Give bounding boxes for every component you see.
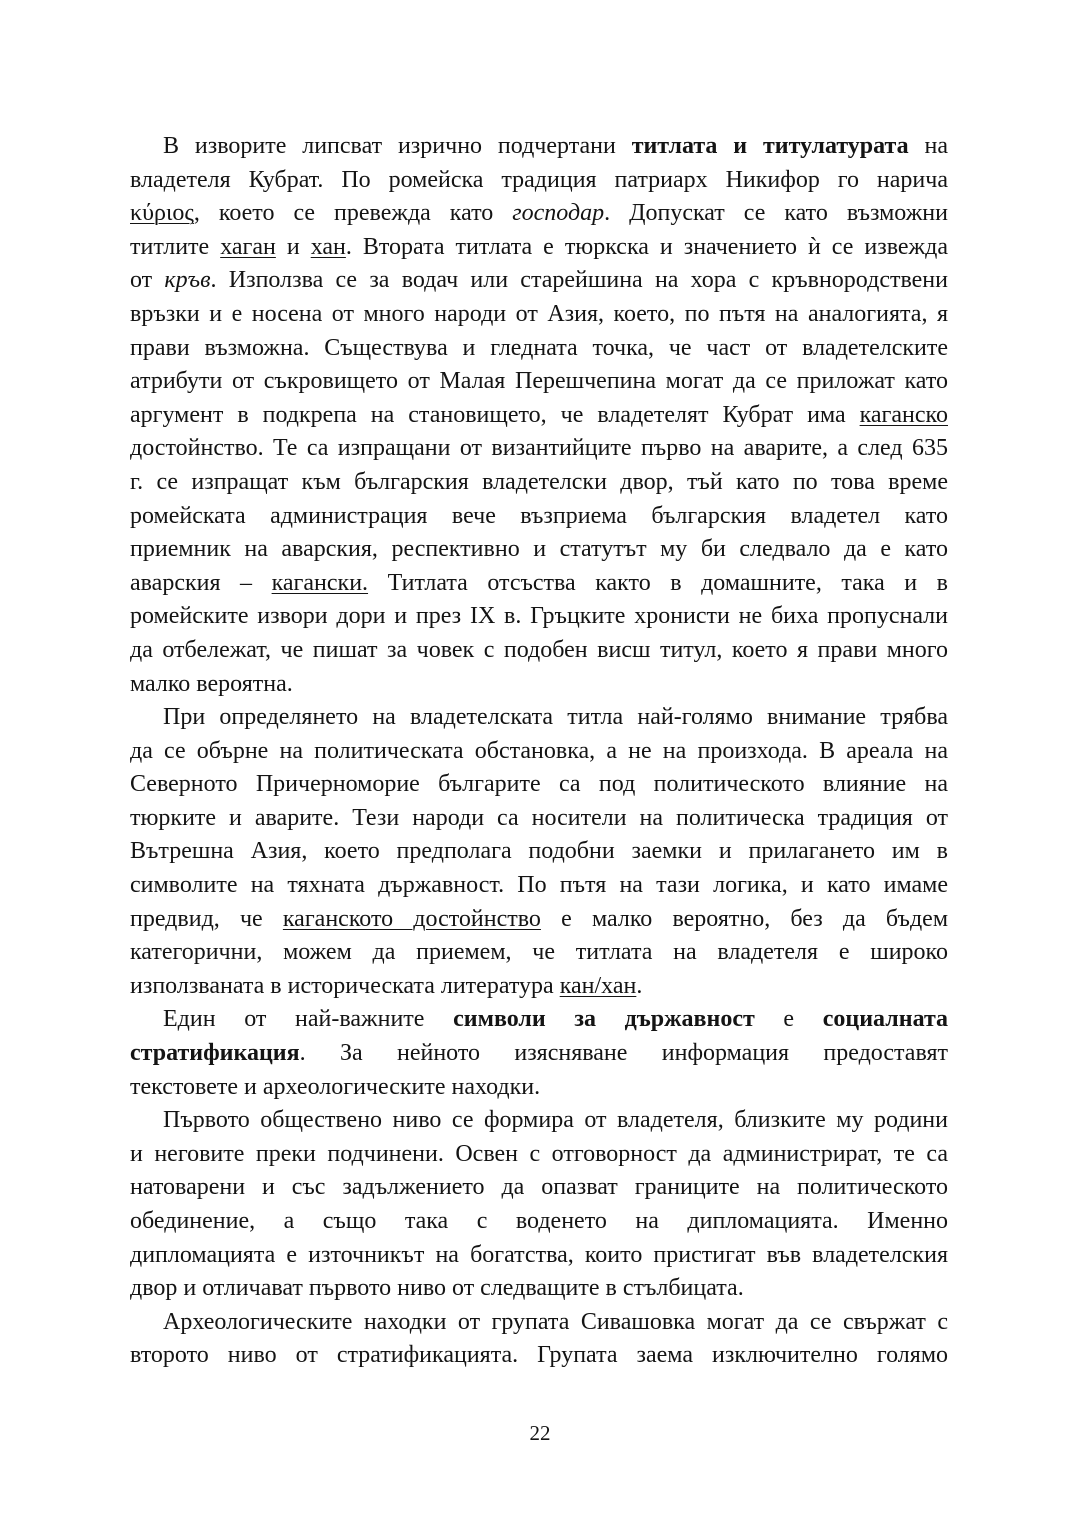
text-line bbox=[130, 1205, 948, 1239]
text-segment: , което се превежда като bbox=[193, 200, 513, 227]
text-segment: владетеля Кубрат. По ромейска традиция патриарх Никифор го нарича bbox=[130, 166, 948, 193]
paragraph bbox=[130, 701, 948, 1003]
text-segment: категорични, можем да приемем, че титлата на владетеля е широко bbox=[130, 939, 948, 966]
text-line bbox=[130, 600, 948, 634]
text-segment: Северното Причерноморие българите са под политическото влияние на bbox=[130, 771, 948, 798]
text-line bbox=[130, 869, 948, 903]
text-segment: дипломацията е източникът на богатства, които пристигат във владетелския bbox=[130, 1241, 948, 1268]
text-segment: символите на тяхната държавност. По пътя на тази логика, и като имаме bbox=[130, 872, 948, 899]
bold-text: титлата и титулатурата bbox=[631, 133, 909, 159]
text-segment: текстовете и археологическите находки. bbox=[130, 1073, 541, 1100]
text-segment: е малко вероятно, без да бъдем bbox=[540, 905, 949, 932]
text-segment: . Използва се за водач или старейшина на хора с кръвнородствени bbox=[210, 267, 948, 294]
text-segment: . Втората титлата е тюркска и значението ѝ се извежда bbox=[345, 233, 948, 260]
text-line bbox=[130, 264, 948, 298]
text-segment: достойнство. Те са изпращани от византийците първо на аварите, а след 635 bbox=[130, 435, 948, 462]
text-line bbox=[130, 835, 948, 869]
page-number: 22 bbox=[529, 1421, 551, 1445]
text-segment: от bbox=[130, 267, 165, 294]
text-line bbox=[130, 1037, 948, 1071]
text-line bbox=[130, 1003, 948, 1037]
text-segment: и bbox=[275, 233, 311, 260]
text-segment: да се обърне на политическата обстановка, а не на произхода. В ареала на bbox=[130, 737, 948, 764]
italic-text: господар bbox=[512, 200, 605, 227]
text-line bbox=[130, 500, 948, 534]
text-line bbox=[130, 1272, 948, 1306]
text-line bbox=[130, 936, 948, 970]
text-line bbox=[130, 1138, 948, 1172]
text-segment: тюрките и аварите. Тези народи са носители на политическа традиция от bbox=[130, 804, 948, 831]
text-line bbox=[130, 298, 948, 332]
text-segment: В изворите липсват изрично подчертани bbox=[163, 133, 632, 159]
text-line bbox=[130, 466, 948, 500]
text-segment: обединение, а също така с воденето на дипломацията. Именно bbox=[130, 1208, 948, 1234]
paragraph bbox=[130, 1306, 948, 1373]
text-line bbox=[130, 164, 948, 198]
bold-text: стратификация bbox=[130, 1040, 300, 1067]
text-line bbox=[130, 903, 948, 937]
text-segment: ромейските извори дори и през IX в. Гръцките хронисти не биха пропуснали bbox=[130, 603, 948, 630]
text-line bbox=[130, 399, 948, 433]
italic-text: кръв bbox=[164, 267, 211, 294]
text-line bbox=[130, 970, 948, 1004]
text-line bbox=[130, 533, 948, 567]
text-segment: . Допускат се като възможни bbox=[604, 200, 948, 227]
text-segment: аварския – bbox=[130, 569, 272, 596]
text-segment: Един от най-важните bbox=[163, 1006, 454, 1033]
text-segment: на bbox=[908, 133, 948, 159]
text-segment: е bbox=[754, 1006, 823, 1033]
text-segment: Вътрешна Азия, което предполага подобни заемки и прилагането им в bbox=[130, 838, 948, 865]
text-segment: малко вероятна. bbox=[130, 670, 293, 697]
text-segment: При определянето на владетелската титла най-голямо внимание трябва bbox=[163, 704, 948, 731]
paragraph bbox=[130, 1104, 948, 1306]
text-segment: да отбележат, че пишат за човек с подобен висш титул, което я прави много bbox=[130, 636, 948, 663]
text-line bbox=[130, 668, 948, 702]
text-line bbox=[130, 634, 948, 668]
text-line bbox=[130, 802, 948, 836]
underlined-text: кагански. bbox=[271, 569, 369, 596]
text-segment: прави възможна. Съществува и гледната точка, че част от владетелските bbox=[130, 334, 948, 361]
text-segment: Титлата отсъства както в домашните, така и в bbox=[368, 569, 949, 596]
text-segment: натоварени и със задължението да опазват границите на политическото bbox=[130, 1174, 948, 1201]
paragraph bbox=[130, 1003, 948, 1104]
underlined-text: хан bbox=[310, 233, 346, 260]
underlined-text: κύριος bbox=[130, 200, 194, 227]
text-line bbox=[130, 1171, 948, 1205]
text-line bbox=[130, 1071, 948, 1105]
text-segment: . За нейното изясняване информация предоставят bbox=[299, 1040, 948, 1067]
text-line bbox=[130, 1306, 948, 1340]
paragraph bbox=[130, 130, 948, 701]
text-line bbox=[130, 1239, 948, 1273]
text-line bbox=[130, 432, 948, 466]
text-line bbox=[130, 231, 948, 265]
text-line bbox=[130, 332, 948, 366]
text-line bbox=[130, 365, 948, 399]
text-segment: и неговите преки подчинени. Освен с отговорност да администрират, те са bbox=[130, 1140, 948, 1167]
text-segment: титлите bbox=[130, 233, 221, 260]
text-line bbox=[130, 701, 948, 735]
text-line bbox=[130, 197, 948, 231]
text-line bbox=[130, 567, 948, 601]
text-line bbox=[130, 1104, 948, 1138]
text-line bbox=[130, 735, 948, 769]
bold-text: символи за държавност bbox=[453, 1006, 755, 1033]
text-line bbox=[130, 768, 948, 802]
text-segment: приемник на аварския, респективно и статутът му би следвало да е като bbox=[130, 536, 948, 563]
text-segment: г. се изпращат към българския владетелски двор, тъй като по това време bbox=[130, 468, 948, 495]
text-segment: двор и отличават първото ниво от следващите в стълбицата. bbox=[130, 1275, 744, 1302]
underlined-text: хаган bbox=[220, 233, 276, 260]
bold-text: социалната bbox=[822, 1006, 949, 1033]
text-segment: второто ниво от стратификацията. Групата заема изключително голямо bbox=[130, 1342, 948, 1369]
text-segment: предвид, че bbox=[130, 905, 283, 932]
text-line bbox=[130, 130, 948, 164]
text-body bbox=[130, 130, 948, 1373]
underlined-text: каганско bbox=[859, 401, 948, 428]
text-segment: аргумент в подкрепа на становището, че владетелят Кубрат има bbox=[130, 401, 860, 428]
underlined-text: каганското достойнство bbox=[282, 905, 541, 932]
text-segment: връзки и е носена от много народи от Азия, което, по пътя на аналогията, я bbox=[130, 300, 948, 327]
text-segment: атрибути от съкровището от Малая Перешчепина могат да се приложат като bbox=[130, 368, 948, 395]
text-segment: . bbox=[636, 972, 643, 999]
text-segment: Археологическите находки от групата Сивашовка могат да се свържат с bbox=[163, 1308, 948, 1335]
underlined-text: кан/хан bbox=[559, 972, 637, 999]
text-line bbox=[130, 1339, 948, 1373]
text-segment: ромейската администрация вече възприема българския владетел като bbox=[130, 502, 948, 529]
text-segment: Първото обществено ниво се формира от владетеля, близките му родини bbox=[163, 1107, 948, 1134]
text-segment: използваната в историческата литература bbox=[130, 972, 560, 999]
